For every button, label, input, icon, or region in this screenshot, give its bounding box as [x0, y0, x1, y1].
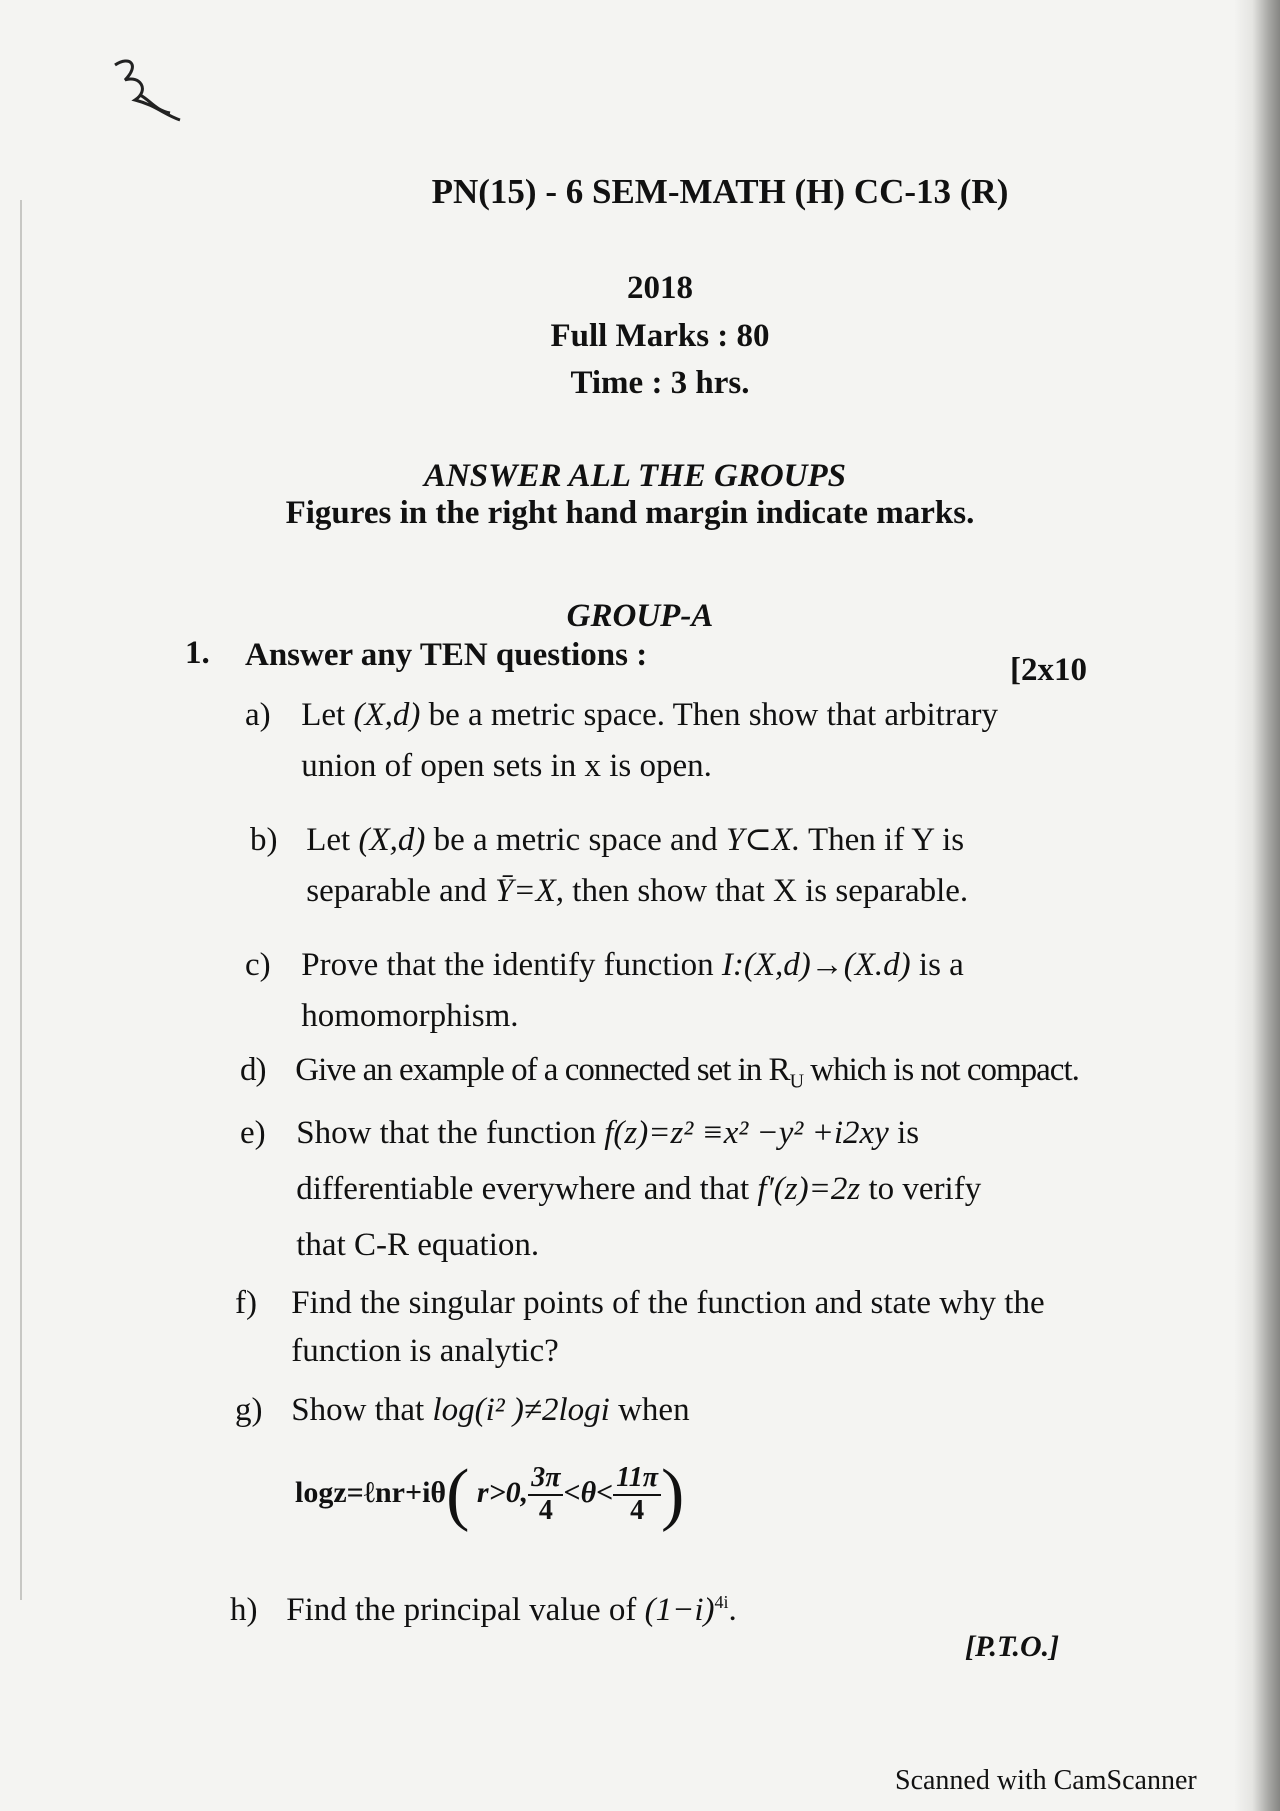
instruction-answer-all: ANSWER ALL THE GROUPS — [423, 458, 847, 494]
question-number: 1. — [185, 635, 210, 671]
item-text: that C-R equation. — [296, 1227, 540, 1264]
pto-note: [P.T.O.] — [965, 1630, 1060, 1663]
item-label: d) — [240, 1052, 266, 1088]
formula-text: r>0, — [476, 1475, 529, 1509]
item-text: when — [618, 1392, 690, 1428]
full-marks: Full Marks : 80 — [550, 318, 770, 354]
item-text: Find the principal value of — [286, 1592, 637, 1628]
item-text: be a metric space. Then show that arbitrary — [428, 697, 998, 733]
item-text: separable and — [306, 873, 487, 910]
item-text: Show that — [291, 1392, 425, 1428]
group-heading: GROUP-A — [566, 598, 714, 634]
right-paren: ) — [661, 1456, 685, 1533]
item-text: to verify — [868, 1171, 982, 1208]
handwritten-scribble-icon — [110, 55, 200, 135]
fraction-3pi-4: $\frac{3\pi}{4}$ — [528, 1463, 563, 1527]
item-text: then show that X is separable. — [572, 873, 969, 910]
exponent: 4i — [714, 1592, 729, 1612]
math-expression: (1−i) — [644, 1592, 715, 1628]
item-b — [250, 815, 968, 917]
item-text: Let — [301, 697, 346, 733]
item-text: which is not compact. — [810, 1052, 1079, 1088]
item-g-formula — [295, 1456, 685, 1533]
math-expression: Y⊂X. — [725, 822, 801, 858]
item-label: b) — [250, 822, 278, 858]
scan-edge-line — [20, 200, 22, 1600]
math-expression: I:(X,d)→(X.d) — [721, 947, 911, 983]
item-f — [235, 1280, 1045, 1376]
question-marks: [2x10 — [1010, 652, 1087, 688]
item-h: h) Find the principal value of $(1-i)^{4i}$. — [230, 1585, 737, 1636]
math-expression: (X,d) — [353, 697, 421, 733]
item-text: Give an example of a connected set in R — [295, 1052, 790, 1088]
item-text: Prove that the identify function — [301, 947, 714, 983]
math-expression: f(z)=z² ≡x² −y² +i2xy — [604, 1115, 889, 1151]
item-text: union of open sets in x is open. — [301, 748, 712, 785]
math-expression: f′(z)=2z — [757, 1171, 861, 1208]
scanner-watermark: Scanned with CamScanner — [895, 1765, 1197, 1796]
item-text: be a metric space and — [433, 822, 718, 858]
fraction-11pi-4: $\frac{11\pi}{4}$ — [613, 1463, 661, 1527]
item-e — [240, 1105, 981, 1273]
item-text: homomorphism. — [301, 998, 519, 1035]
item-label: c) — [245, 947, 271, 983]
item-d — [240, 1045, 1079, 1098]
formula-text: <θ< — [563, 1475, 614, 1509]
item-text: is a — [918, 947, 964, 983]
item-text: function is analytic? — [291, 1332, 559, 1369]
item-g — [235, 1385, 690, 1436]
item-text: Then if Y is — [807, 822, 965, 858]
item-text: Let — [306, 822, 351, 858]
exam-code: PN(15) - 6 SEM-MATH (H) CC-13 (R) — [431, 172, 1009, 211]
question-text: Answer any TEN questions : — [245, 637, 648, 673]
item-text: Find the singular points of the function and state why the — [291, 1285, 1045, 1321]
item-text: Show that the function — [296, 1115, 596, 1151]
item-label: e) — [240, 1115, 266, 1151]
item-text: differentiable everywhere and that — [296, 1171, 750, 1208]
item-c — [245, 940, 964, 1042]
item-a — [245, 690, 998, 792]
instruction-marks-note: Figures in the right hand margin indicate marks. — [285, 495, 975, 531]
left-paren: ( — [446, 1456, 470, 1533]
item-label: f) — [235, 1285, 257, 1321]
item-text: is — [897, 1115, 920, 1151]
exam-time: Time : 3 hrs. — [570, 365, 750, 401]
exam-year: 2018 — [627, 270, 693, 306]
item-label: g) — [235, 1392, 263, 1428]
subscript: U — [789, 1070, 804, 1093]
math-expression: (X,d) — [358, 822, 426, 858]
formula-text: logz=ℓnr+iθ — [295, 1475, 447, 1509]
math-expression: log(i² )≠2logi — [432, 1392, 610, 1428]
item-label: h) — [230, 1592, 258, 1628]
item-label: a) — [245, 697, 271, 733]
math-expression: Ȳ=X, — [495, 873, 565, 910]
